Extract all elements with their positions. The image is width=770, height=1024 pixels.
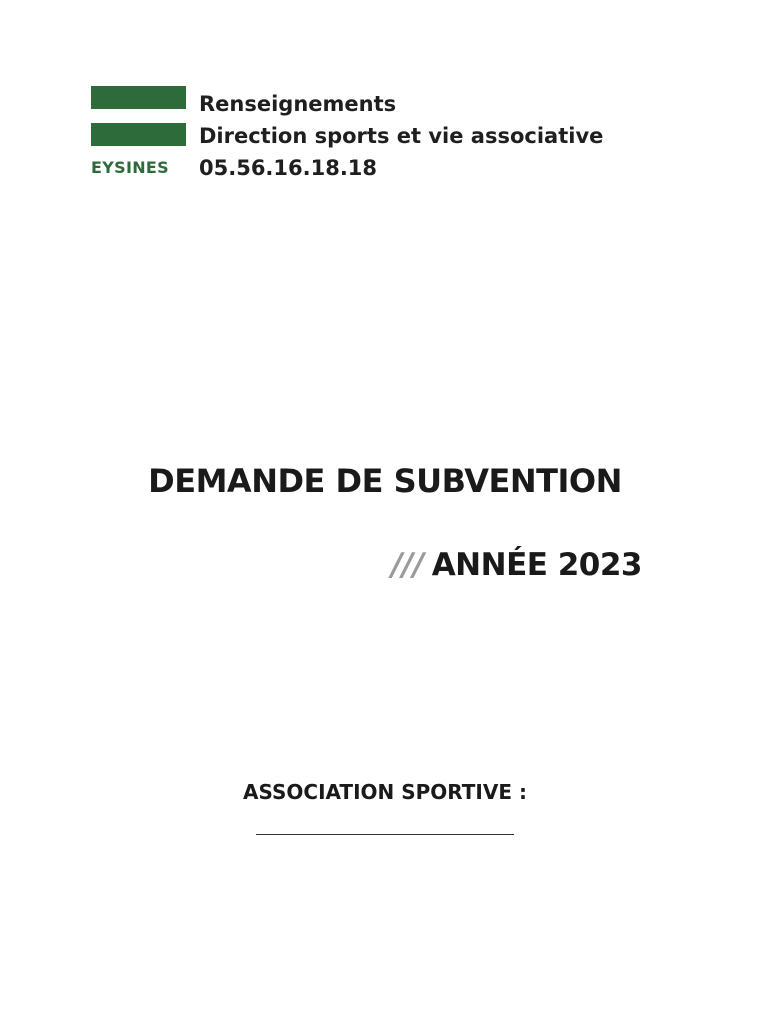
- contact-block: [199, 88, 603, 184]
- logo-wordmark: EYSINES: [91, 158, 169, 177]
- association-label: ASSOCIATION SPORTIVE :: [243, 780, 527, 804]
- contact-department: Direction sports et vie associative: [199, 124, 604, 148]
- logo-bar-middle: [91, 123, 186, 146]
- eysines-logo: [91, 86, 187, 178]
- document-title: DEMANDE DE SUBVENTION: [148, 462, 622, 500]
- association-name-blank[interactable]: [256, 834, 514, 835]
- contact-phone: 05.56.16.18.18: [199, 156, 378, 180]
- document-year: [391, 547, 642, 583]
- year-slashes: ///: [391, 547, 424, 583]
- year-label: ANNÉE 2023: [431, 547, 642, 583]
- logo-bar-top: [91, 86, 186, 109]
- contact-heading: Renseignements: [199, 92, 397, 116]
